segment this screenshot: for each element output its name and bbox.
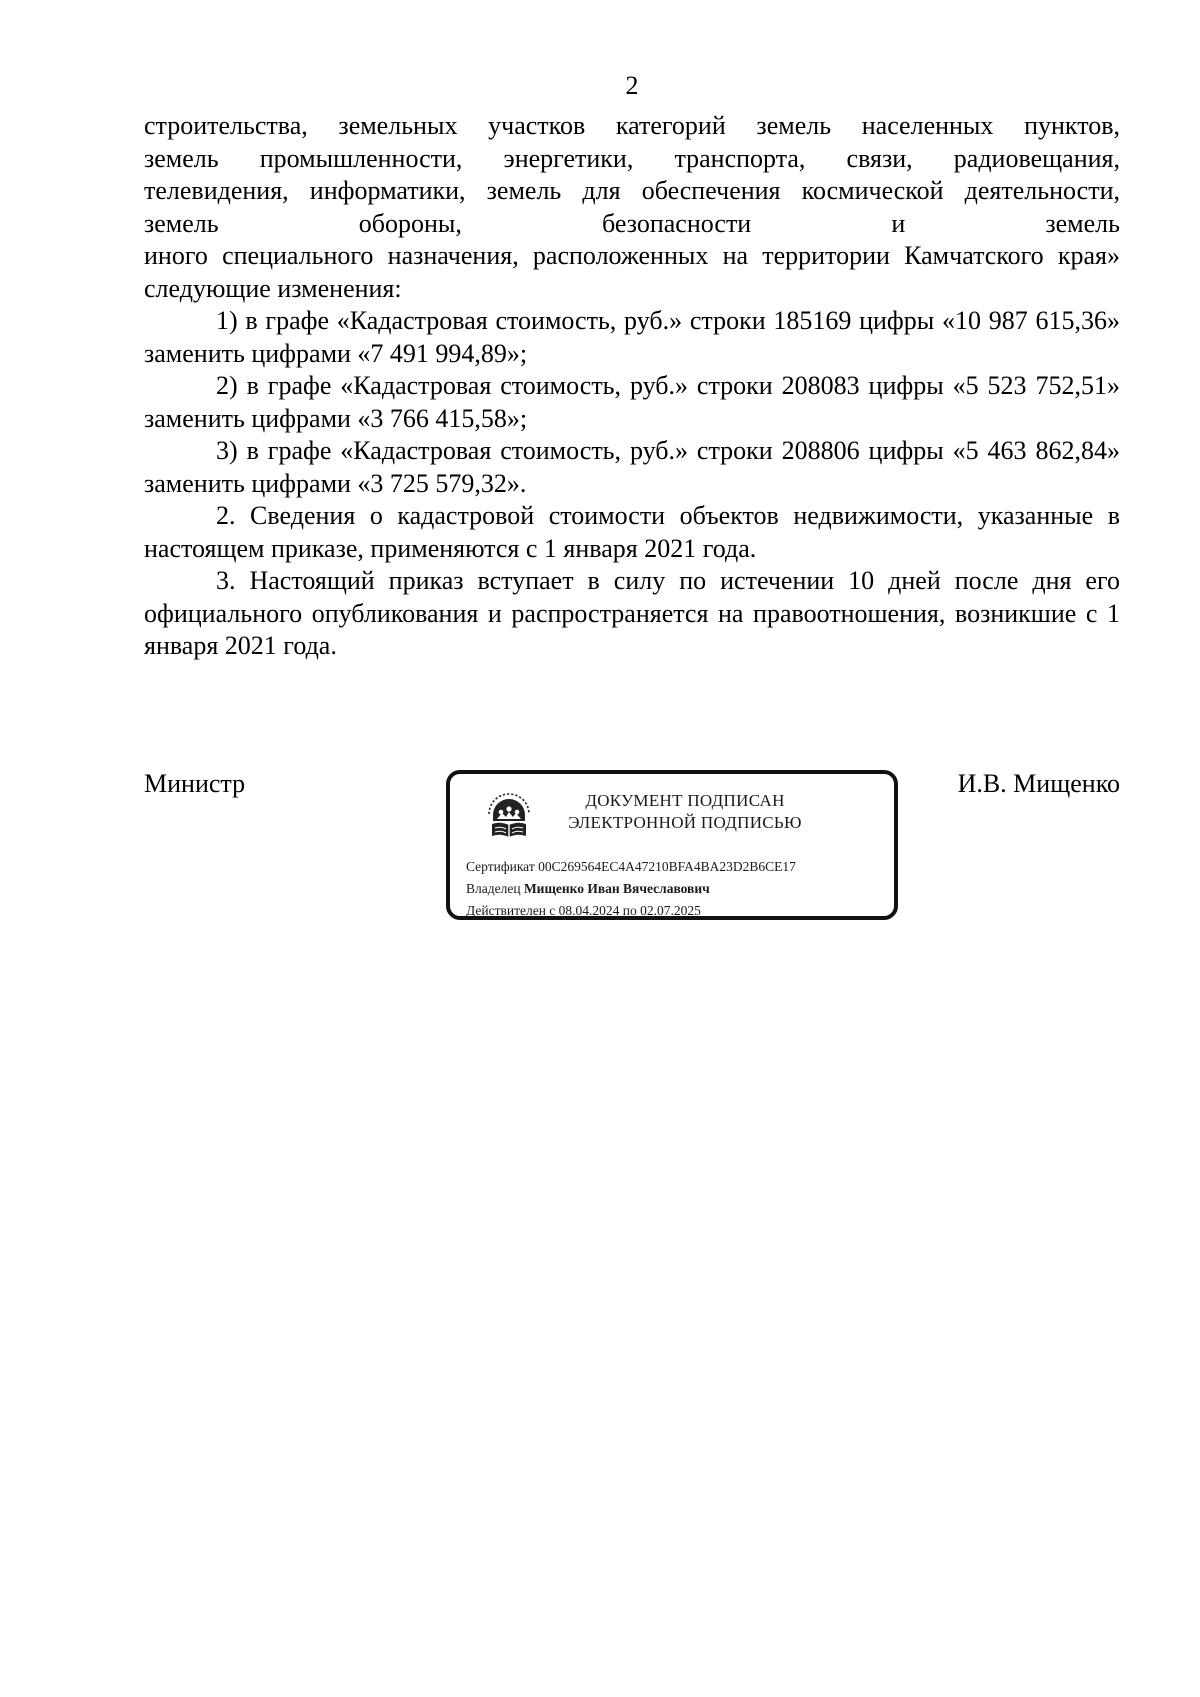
- signature-block: [144, 768, 1120, 928]
- amendment-item-3: 3) в графе «Кадастровая стоимость, руб.» строки 208806 цифры «5 463 862,84» заменить цифрами «3 725 579,32».: [144, 436, 1120, 498]
- page-number: 2: [625, 71, 639, 100]
- intro-line-4: земель обороны, безопасности и земель: [144, 208, 1120, 238]
- stamp-header-line-2: ЭЛЕКТРОННОЙ ПОДПИСЬЮ: [568, 813, 802, 832]
- intro-paragraph: [144, 110, 1120, 305]
- owner-label: Владелец: [466, 881, 521, 896]
- point-2-paragraph: 2. Сведения о кадастровой стоимости объектов недвижимости, указанные в настоящем приказе, применяются с 1 января 2021 года.: [144, 501, 1120, 563]
- certificate-line: [466, 856, 796, 878]
- amendment-item-1: 1) в графе «Кадастровая стоимость, руб.» строки 185169 цифры «10 987 615,36» заменить цифрами «7 491 994,89»;: [144, 306, 1120, 368]
- intro-line-2: земель промышленности, энергетики, транспорта, связи, радиовещания,: [144, 143, 1120, 173]
- valid-to-label: по: [622, 903, 637, 918]
- amendment-item-2: 2) в графе «Кадастровая стоимость, руб.» строки 208083 цифры «5 523 752,51» заменить цифрами «3 766 415,58»;: [144, 371, 1120, 433]
- intro-line-3: телевидения, информатики, земель для обеспечения космической деятельности,: [144, 176, 1120, 205]
- owner-value: Мищенко Иван Вячеславович: [523, 881, 710, 896]
- intro-line-1: строительства, земельных участков категорий земель населенных пунктов,: [144, 111, 1120, 140]
- validity-line: [466, 900, 796, 922]
- stamp-details: [466, 856, 796, 922]
- valid-label: Действителен с: [466, 903, 556, 918]
- signer-name: И.В. Мищенко: [957, 769, 1120, 798]
- document-body: [144, 110, 1120, 663]
- signer-position: Министр: [144, 769, 246, 798]
- certificate-label: Сертификат: [466, 859, 535, 874]
- kamchatka-emblem-icon: [484, 788, 534, 846]
- owner-line: [466, 878, 796, 900]
- stamp-header-line-1: ДОКУМЕНТ ПОДПИСАН: [585, 791, 785, 810]
- stamp-header: [550, 790, 820, 834]
- electronic-signature-stamp: [446, 770, 898, 920]
- certificate-value: 00C269564EC4A47210BFA4BA23D2B6CE17: [538, 859, 796, 874]
- valid-to: 02.07.2025: [640, 903, 701, 918]
- point-3-paragraph: 3. Настоящий приказ вступает в силу по истечении 10 дней после дня его официального опубликования и распространяется на правоотношения, возникшие с 1 января 2021 года.: [144, 566, 1120, 660]
- intro-tail: иного специального назначения, расположенных на территории Камчатского края» следующие изменения:: [144, 241, 1120, 303]
- valid-from: 08.04.2024: [558, 903, 620, 918]
